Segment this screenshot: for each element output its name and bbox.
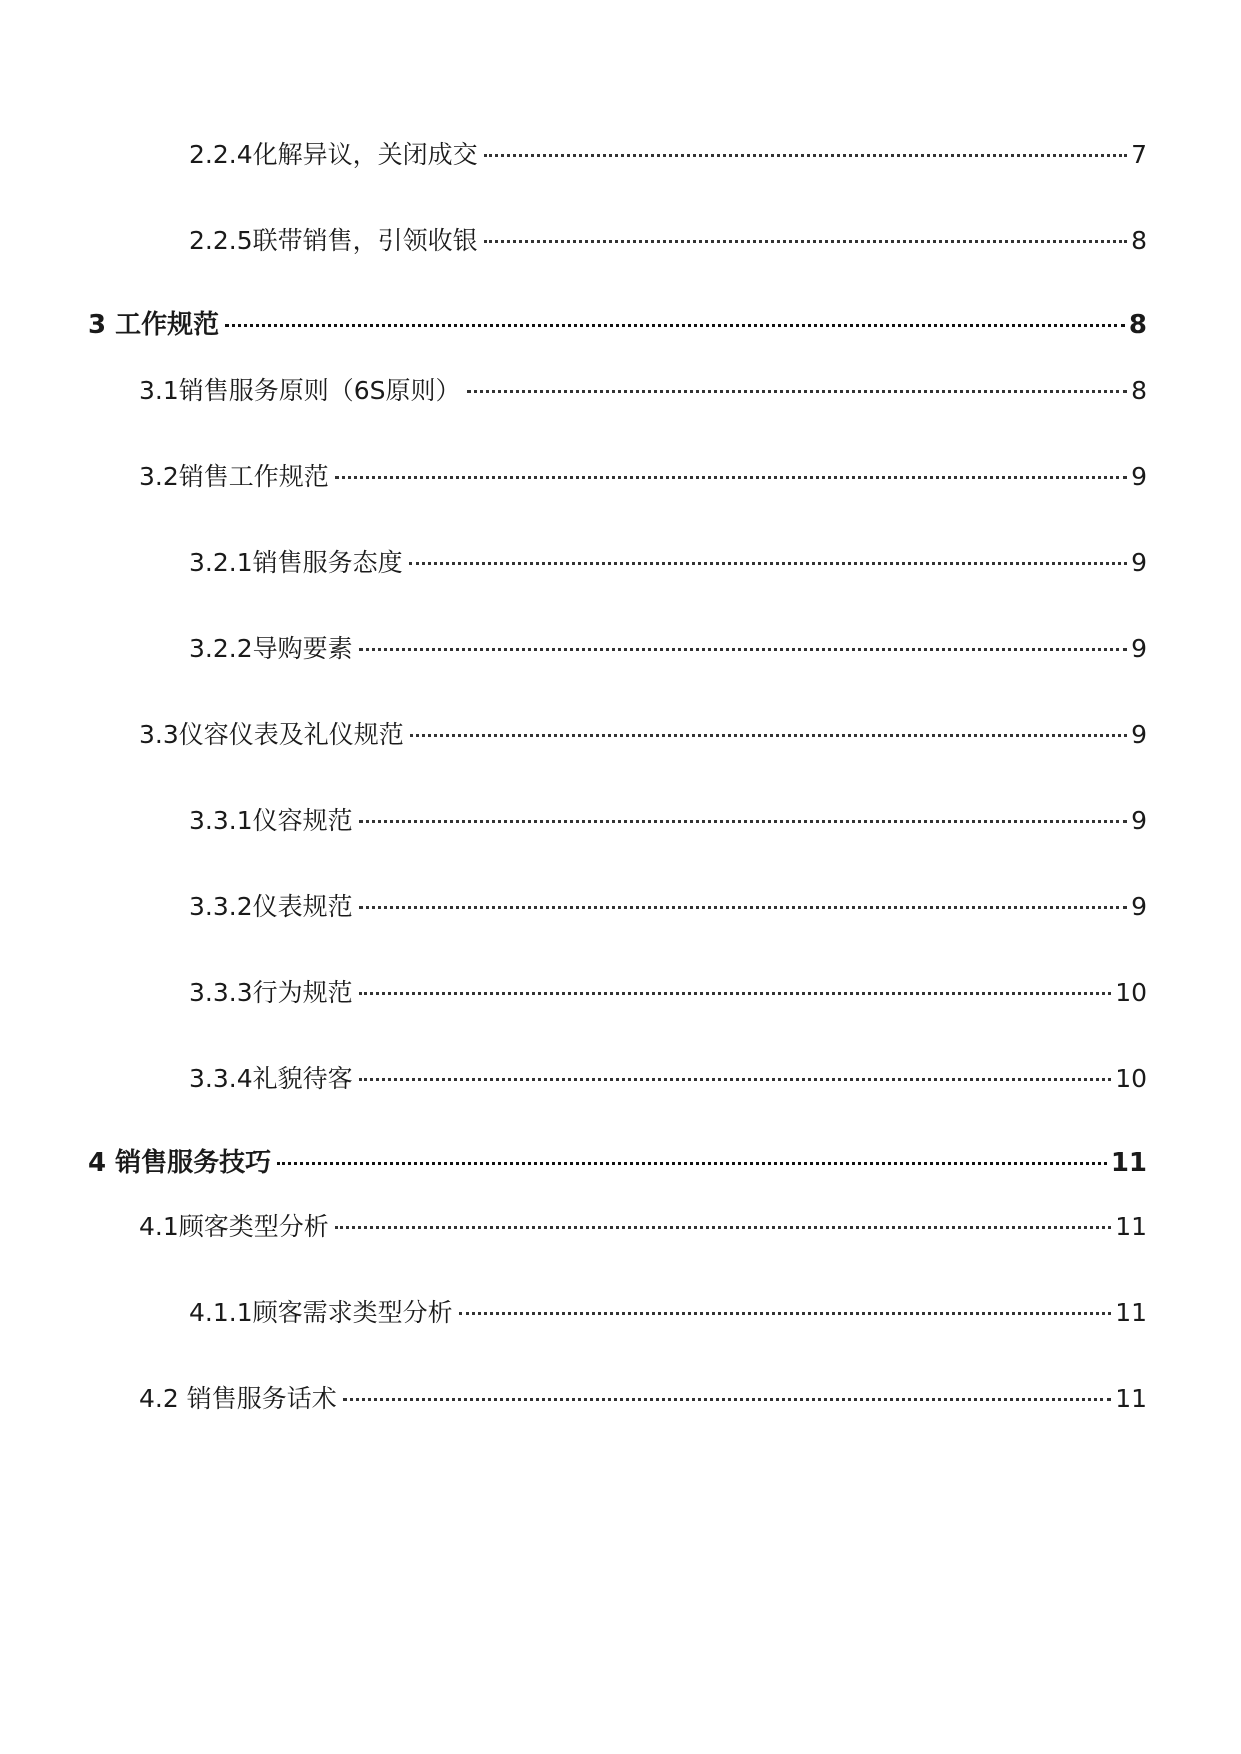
toc-page-number: 8 bbox=[1131, 226, 1147, 255]
toc-entry-title: 4.1.1顾客需求类型分析 bbox=[189, 1298, 453, 1327]
toc-entry-title: 2.2.5联带销售，引领收银 bbox=[189, 226, 478, 255]
toc-page-number: 11 bbox=[1110, 1148, 1147, 1178]
toc-entry-title: 4.2 销售服务话术 bbox=[139, 1384, 337, 1413]
toc-page-number: 11 bbox=[1115, 1384, 1147, 1413]
toc-entry-title: 3.1销售服务原则（6S原则） bbox=[139, 376, 461, 405]
toc-entry-title: 4.1顾客类型分析 bbox=[139, 1212, 329, 1241]
toc-page-number: 9 bbox=[1131, 806, 1147, 835]
toc-dot-leader bbox=[359, 1078, 1112, 1081]
toc-entry-title: 2.2.4化解异议，关闭成交 bbox=[189, 140, 478, 169]
toc-entry-title: 3.2.2导购要素 bbox=[189, 634, 353, 663]
toc-entry[interactable] bbox=[189, 887, 1147, 927]
toc-dot-leader bbox=[410, 734, 1127, 737]
toc-entry[interactable] bbox=[139, 1207, 1147, 1247]
toc-dot-leader bbox=[359, 992, 1112, 995]
toc-dot-leader bbox=[277, 1162, 1107, 1165]
toc-dot-leader bbox=[359, 648, 1127, 651]
toc-entry-title: 3.3.1仪容规范 bbox=[189, 806, 353, 835]
toc-dot-leader bbox=[409, 562, 1127, 565]
toc-page-number: 11 bbox=[1115, 1298, 1147, 1327]
toc-dot-leader bbox=[343, 1398, 1111, 1401]
toc-entry[interactable] bbox=[189, 629, 1147, 669]
toc-entry[interactable] bbox=[139, 715, 1147, 755]
toc-entry[interactable] bbox=[189, 1293, 1147, 1333]
toc-page-number: 10 bbox=[1115, 1064, 1147, 1093]
toc-entry[interactable] bbox=[189, 221, 1147, 261]
toc-entry[interactable] bbox=[189, 973, 1147, 1013]
toc-entry[interactable] bbox=[139, 1379, 1147, 1419]
toc-page-number: 11 bbox=[1115, 1212, 1147, 1241]
toc-dot-leader bbox=[467, 390, 1128, 393]
toc-entry[interactable] bbox=[189, 1059, 1147, 1099]
toc-entry-title: 3.3.3行为规范 bbox=[189, 978, 353, 1007]
toc-dot-leader bbox=[459, 1312, 1112, 1315]
toc-page-number: 7 bbox=[1131, 140, 1147, 169]
toc-entry-title: 3.3.2仪表规范 bbox=[189, 892, 353, 921]
toc-dot-leader bbox=[484, 240, 1127, 243]
toc-page-number: 9 bbox=[1131, 548, 1147, 577]
toc-dot-leader bbox=[335, 1226, 1111, 1229]
toc-entry-title: 3 工作规范 bbox=[88, 310, 220, 340]
toc-entry[interactable] bbox=[189, 801, 1147, 841]
toc-entry-title: 3.3.4礼貌待客 bbox=[189, 1064, 353, 1093]
toc-page-number: 9 bbox=[1131, 720, 1147, 749]
toc-dot-leader bbox=[335, 476, 1127, 479]
toc-entry[interactable] bbox=[88, 1143, 1147, 1183]
toc-dot-leader bbox=[359, 906, 1127, 909]
toc-page-number: 8 bbox=[1128, 310, 1147, 340]
toc-dot-leader bbox=[359, 820, 1127, 823]
toc-entry-title: 3.2.1销售服务态度 bbox=[189, 548, 403, 577]
toc-page-number: 8 bbox=[1131, 376, 1147, 405]
toc-entry-title: 3.2销售工作规范 bbox=[139, 462, 329, 491]
toc-entry[interactable] bbox=[88, 305, 1147, 345]
toc-page-number: 9 bbox=[1131, 892, 1147, 921]
toc-entry-title: 3.3仪容仪表及礼仪规范 bbox=[139, 720, 404, 749]
toc-entry[interactable] bbox=[139, 457, 1147, 497]
toc-page-number: 10 bbox=[1115, 978, 1147, 1007]
toc-page-number: 9 bbox=[1131, 462, 1147, 491]
toc-page-number: 9 bbox=[1131, 634, 1147, 663]
toc-entry[interactable] bbox=[189, 543, 1147, 583]
toc-dot-leader bbox=[484, 154, 1127, 157]
toc-entry-title: 4 销售服务技巧 bbox=[88, 1148, 272, 1178]
toc-dot-leader bbox=[225, 324, 1125, 327]
toc-entry[interactable] bbox=[189, 135, 1147, 175]
toc-entry[interactable] bbox=[139, 371, 1147, 411]
